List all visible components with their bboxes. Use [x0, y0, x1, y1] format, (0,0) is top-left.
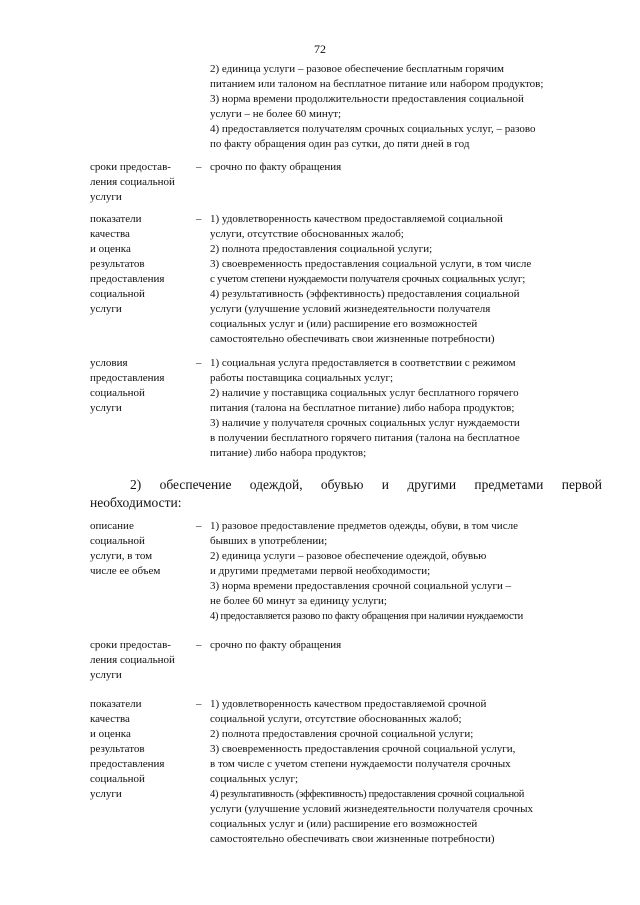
- dash: –: [196, 161, 202, 173]
- s1-quality-label: показатели качества и оценка результатов предоставления социальной услуги: [90, 213, 165, 315]
- continuation-text: [210, 62, 600, 152]
- text-line: 4) предоставляется получателям срочных социальных услуг, – разово: [210, 123, 536, 135]
- text-line: питанием или талоном на бесплатное питание или набором продуктов;: [210, 78, 544, 90]
- section-heading: [90, 476, 602, 512]
- text-line: услуги – не более 60 минут;: [210, 108, 342, 120]
- s1-conditions-label: условия предоставления социальной услуги: [90, 357, 165, 414]
- s1-terms-label: сроки предостав- ления социальной услуги: [90, 161, 175, 203]
- s2-description-label: описание социальной услуги, в том числе ее объем: [90, 520, 161, 577]
- heading-line: 2) обеспечение одеждой, обувью и другими предметами первой: [130, 477, 602, 492]
- page-number: 72: [314, 42, 326, 56]
- text-line: по факту обращения один раз сутки, до пяти дней в год: [210, 138, 470, 150]
- heading-line: необходимости:: [90, 495, 182, 510]
- s2-quality-label: показатели качества и оценка результатов предоставления социальной услуги: [90, 698, 165, 800]
- s2-terms-value: срочно по факту обращения: [210, 639, 342, 651]
- dash: –: [196, 357, 202, 369]
- s1-quality-value: 1) удовлетворенность качеством предоставляемой социальной услуги, отсутствие обоснованных жалоб; 2) полнота предоставления социальной услуги; 3) своевременность предоставления социальной услуги, в том числе с учетом степени нуждаемости получателя срочных социальных услуг; 4) результативность (эффективность) предоставления социальной услуги (улучшение условий жизнедеятельности получателя социальных услуг и (или) расширение его возможностей самостоятельно обеспечивать свои жизненные потребности): [210, 213, 532, 345]
- dash: –: [196, 213, 202, 225]
- s1-conditions-value: 1) социальная услуга предоставляется в соответствии с режимом работы поставщика социальных услуг; 2) наличие у поставщика социальных услуг бесплатного горячего питания (талона на бесплатное питание) либо набора продуктов; 3) наличие у получателя срочных социальных услуг нуждаемости в получении бесплатного горячего питания (талона на бесплатное питание) либо набора продуктов;: [210, 357, 520, 459]
- s2-description-value: 1) разовое предоставление предметов одежды, обуви, в том числе бывших в употреблении; 2) единица услуги – разовое обеспечение одеждой, обувью и другими предметами первой необходимости; 3) норма времени предоставления срочной социальной услуги – не более 60 минут за единицу услуги; 4) предоставляется разово по факту обращения при наличии нуждаемости: [210, 520, 523, 622]
- dash: –: [196, 520, 202, 532]
- text-line: 2) единица услуги – разовое обеспечение бесплатным горячим: [210, 63, 504, 75]
- s2-terms-label: сроки предостав- ления социальной услуги: [90, 639, 175, 681]
- dash: –: [196, 698, 202, 710]
- text-line: 3) норма времени продолжительности предоставления социальной: [210, 93, 524, 105]
- dash: –: [196, 639, 202, 651]
- s1-terms-value: срочно по факту обращения: [210, 161, 342, 173]
- s2-quality-value: 1) удовлетворенность качеством предоставляемой срочной социальной услуги, отсутствие обоснованных жалоб; 2) полнота предоставления срочной социальной услуги; 3) своевременность предоставления срочной социальной услуги, в том числе с учетом степени нуждаемости получателя срочных социальных услуг; 4) результативность (эффективность) предоставления срочной социальной услуги (улучшение условий жизнедеятельности получателя срочных социальных услуг и (или) расширение его возможностей самостоятельно обеспечивать свои жизненные потребности): [210, 698, 534, 845]
